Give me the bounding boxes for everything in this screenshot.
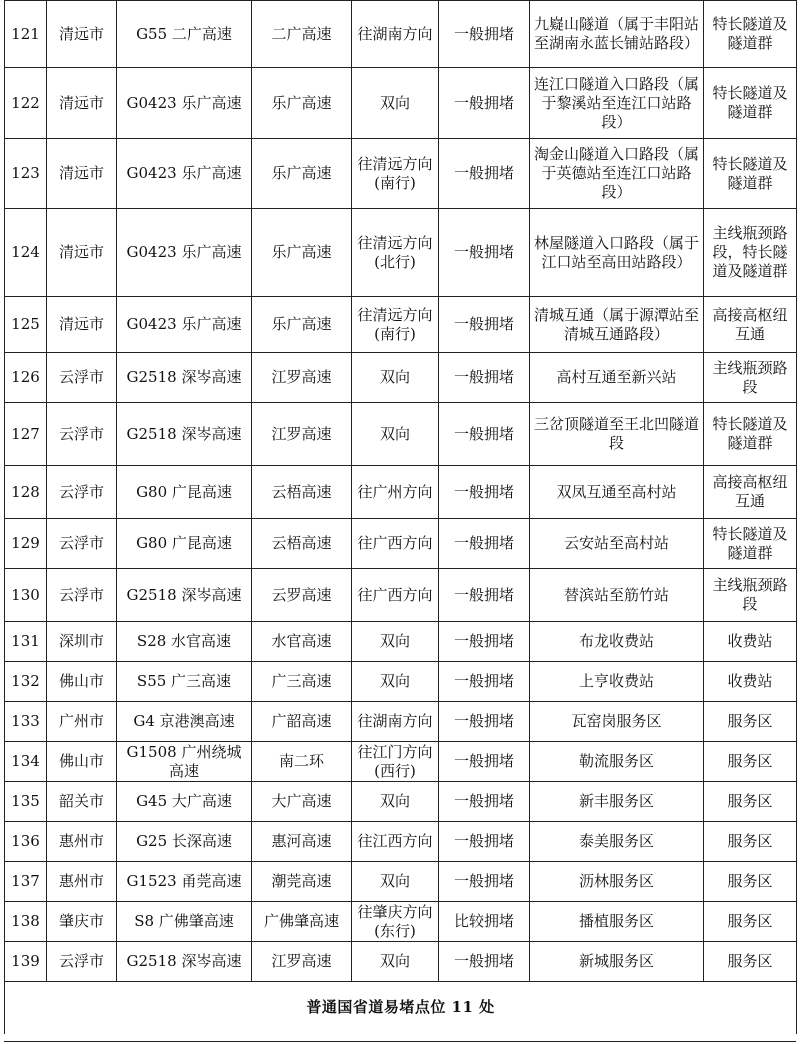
location-cell: 播植服务区 <box>530 902 704 942</box>
direction-cell: 双向 <box>352 353 439 403</box>
row-number: 132 <box>5 662 47 702</box>
road-code-cell: G0423 乐广高速 <box>117 209 252 297</box>
point-type-cell: 主线瓶颈路段 <box>704 353 797 403</box>
road-code-cell: G0423 乐广高速 <box>117 297 252 353</box>
point-type-cell: 高接高枢纽互通 <box>704 466 797 519</box>
road-code-cell: G25 长深高速 <box>117 822 252 862</box>
city-cell: 云浮市 <box>47 942 117 982</box>
row-number: 124 <box>5 209 47 297</box>
location-cell: 清城互通（属于源潭站至清城互通路段） <box>530 297 704 353</box>
city-cell: 韶关市 <box>47 782 117 822</box>
location-cell: 连江口隧道入口路段（属于黎溪站至连江口站路段） <box>530 68 704 139</box>
direction-cell: 双向 <box>352 782 439 822</box>
road-code-cell: G0423 乐广高速 <box>117 68 252 139</box>
point-type-cell: 服务区 <box>704 742 797 782</box>
point-type-cell: 收费站 <box>704 662 797 702</box>
road-code-cell: G1523 甬莞高速 <box>117 862 252 902</box>
congestion-table-sheet <box>4 0 796 1034</box>
road-name-cell: 二广高速 <box>252 1 352 68</box>
row-number: 133 <box>5 702 47 742</box>
table-row <box>5 1 797 68</box>
row-number: 139 <box>5 942 47 982</box>
direction-cell: 往广西方向 <box>352 569 439 622</box>
table-row <box>5 902 797 942</box>
congestion-level-cell: 一般拥堵 <box>439 139 530 209</box>
direction-cell: 双向 <box>352 622 439 662</box>
congestion-level-cell: 一般拥堵 <box>439 209 530 297</box>
table-row <box>5 702 797 742</box>
congestion-level-cell: 一般拥堵 <box>439 519 530 569</box>
congestion-level-cell: 一般拥堵 <box>439 622 530 662</box>
road-code-cell: S28 水官高速 <box>117 622 252 662</box>
point-type-cell: 特长隧道及隧道群 <box>704 403 797 466</box>
direction-cell: 往湖南方向 <box>352 1 439 68</box>
table-row <box>5 139 797 209</box>
table-row <box>5 519 797 569</box>
location-cell: 淘金山隧道入口路段（属于英德站至连江口站路段） <box>530 139 704 209</box>
city-cell: 深圳市 <box>47 622 117 662</box>
road-code-cell: G2518 深岑高速 <box>117 942 252 982</box>
point-type-cell: 收费站 <box>704 622 797 662</box>
direction-cell: 往江门方向(西行) <box>352 742 439 782</box>
city-cell: 清远市 <box>47 1 117 68</box>
table-row <box>5 353 797 403</box>
road-name-cell: 南二环 <box>252 742 352 782</box>
direction-cell: 双向 <box>352 862 439 902</box>
point-type-cell: 特长隧道及隧道群 <box>704 139 797 209</box>
road-name-cell: 惠河高速 <box>252 822 352 862</box>
congestion-level-cell: 一般拥堵 <box>439 353 530 403</box>
location-cell: 三岔顶隧道至王北凹隧道段 <box>530 403 704 466</box>
table-row <box>5 466 797 519</box>
point-type-cell: 服务区 <box>704 702 797 742</box>
city-cell: 云浮市 <box>47 403 117 466</box>
road-name-cell: 云梧高速 <box>252 466 352 519</box>
location-cell: 替滨站至筋竹站 <box>530 569 704 622</box>
row-number: 130 <box>5 569 47 622</box>
city-cell: 云浮市 <box>47 466 117 519</box>
point-type-cell: 服务区 <box>704 782 797 822</box>
row-number: 121 <box>5 1 47 68</box>
point-type-cell: 主线瓶颈路段 <box>704 569 797 622</box>
direction-cell: 双向 <box>352 403 439 466</box>
city-cell: 惠州市 <box>47 862 117 902</box>
road-name-cell: 乐广高速 <box>252 209 352 297</box>
road-name-cell: 江罗高速 <box>252 353 352 403</box>
table-row <box>5 68 797 139</box>
city-cell: 云浮市 <box>47 569 117 622</box>
location-cell: 布龙收费站 <box>530 622 704 662</box>
location-cell: 新城服务区 <box>530 942 704 982</box>
table-row <box>5 403 797 466</box>
location-cell: 上亨收费站 <box>530 662 704 702</box>
road-code-cell: G80 广昆高速 <box>117 466 252 519</box>
road-name-cell: 乐广高速 <box>252 68 352 139</box>
road-code-cell: G2518 深岑高速 <box>117 403 252 466</box>
city-cell: 广州市 <box>47 702 117 742</box>
road-code-cell: G55 二广高速 <box>117 1 252 68</box>
road-name-cell: 江罗高速 <box>252 942 352 982</box>
row-number: 123 <box>5 139 47 209</box>
city-cell: 肇庆市 <box>47 902 117 942</box>
row-number: 122 <box>5 68 47 139</box>
location-cell: 泰美服务区 <box>530 822 704 862</box>
congestion-points-table <box>4 0 797 1034</box>
congestion-level-cell: 一般拥堵 <box>439 569 530 622</box>
point-type-cell: 主线瓶颈路段，特长隧道及隧道群 <box>704 209 797 297</box>
row-number: 126 <box>5 353 47 403</box>
table-row <box>5 822 797 862</box>
row-number: 134 <box>5 742 47 782</box>
congestion-level-cell: 一般拥堵 <box>439 297 530 353</box>
direction-cell: 往清远方向(南行) <box>352 297 439 353</box>
road-name-cell: 广佛肇高速 <box>252 902 352 942</box>
direction-cell: 双向 <box>352 662 439 702</box>
road-name-cell: 潮莞高速 <box>252 862 352 902</box>
direction-cell: 往广西方向 <box>352 519 439 569</box>
road-code-cell: G4 京港澳高速 <box>117 702 252 742</box>
road-name-cell: 江罗高速 <box>252 403 352 466</box>
location-cell: 云安站至高村站 <box>530 519 704 569</box>
road-name-cell: 水官高速 <box>252 622 352 662</box>
road-code-cell: G1508 广州绕城高速 <box>117 742 252 782</box>
table-row <box>5 209 797 297</box>
city-cell: 云浮市 <box>47 519 117 569</box>
congestion-level-cell: 一般拥堵 <box>439 742 530 782</box>
point-type-cell: 服务区 <box>704 902 797 942</box>
congestion-level-cell: 一般拥堵 <box>439 942 530 982</box>
congestion-level-cell: 比较拥堵 <box>439 902 530 942</box>
road-code-cell: S8 广佛肇高速 <box>117 902 252 942</box>
road-name-cell: 广三高速 <box>252 662 352 702</box>
city-cell: 清远市 <box>47 209 117 297</box>
table-row <box>5 622 797 662</box>
city-cell: 佛山市 <box>47 742 117 782</box>
direction-cell: 往广州方向 <box>352 466 439 519</box>
point-type-cell: 服务区 <box>704 862 797 902</box>
road-code-cell: G80 广昆高速 <box>117 519 252 569</box>
city-cell: 清远市 <box>47 297 117 353</box>
congestion-level-cell: 一般拥堵 <box>439 862 530 902</box>
table-row <box>5 297 797 353</box>
direction-cell: 往清远方向(北行) <box>352 209 439 297</box>
row-number: 138 <box>5 902 47 942</box>
road-code-cell: G2518 深岑高速 <box>117 353 252 403</box>
congestion-level-cell: 一般拥堵 <box>439 822 530 862</box>
road-name-cell: 乐广高速 <box>252 139 352 209</box>
direction-cell: 双向 <box>352 68 439 139</box>
direction-cell: 往江西方向 <box>352 822 439 862</box>
section-footer-text: 普通国省道易堵点位 11 处 <box>5 982 797 1034</box>
location-cell: 新丰服务区 <box>530 782 704 822</box>
city-cell: 清远市 <box>47 68 117 139</box>
road-code-cell: S55 广三高速 <box>117 662 252 702</box>
road-name-cell: 乐广高速 <box>252 297 352 353</box>
point-type-cell: 特长隧道及隧道群 <box>704 68 797 139</box>
table-body <box>5 1 797 1034</box>
congestion-level-cell: 一般拥堵 <box>439 662 530 702</box>
road-name-cell: 大广高速 <box>252 782 352 822</box>
location-cell: 双凤互通至高村站 <box>530 466 704 519</box>
table-row <box>5 782 797 822</box>
row-number: 137 <box>5 862 47 902</box>
table-bottom-border <box>4 1041 796 1042</box>
row-number: 128 <box>5 466 47 519</box>
direction-cell: 往清远方向(南行) <box>352 139 439 209</box>
row-number: 136 <box>5 822 47 862</box>
table-row <box>5 942 797 982</box>
row-number: 129 <box>5 519 47 569</box>
point-type-cell: 高接高枢纽互通 <box>704 297 797 353</box>
congestion-level-cell: 一般拥堵 <box>439 403 530 466</box>
section-footer-row <box>5 982 797 1034</box>
road-code-cell: G45 大广高速 <box>117 782 252 822</box>
city-cell: 佛山市 <box>47 662 117 702</box>
road-code-cell: G2518 深岑高速 <box>117 569 252 622</box>
direction-cell: 往肇庆方向(东行) <box>352 902 439 942</box>
congestion-level-cell: 一般拥堵 <box>439 702 530 742</box>
table-row <box>5 742 797 782</box>
table-row <box>5 662 797 702</box>
point-type-cell: 服务区 <box>704 942 797 982</box>
congestion-level-cell: 一般拥堵 <box>439 68 530 139</box>
row-number: 127 <box>5 403 47 466</box>
congestion-level-cell: 一般拥堵 <box>439 466 530 519</box>
road-code-cell: G0423 乐广高速 <box>117 139 252 209</box>
location-cell: 瓦窑岗服务区 <box>530 702 704 742</box>
location-cell: 高村互通至新兴站 <box>530 353 704 403</box>
row-number: 135 <box>5 782 47 822</box>
table-row <box>5 862 797 902</box>
city-cell: 云浮市 <box>47 353 117 403</box>
table-row <box>5 569 797 622</box>
congestion-level-cell: 一般拥堵 <box>439 782 530 822</box>
direction-cell: 双向 <box>352 942 439 982</box>
location-cell: 沥林服务区 <box>530 862 704 902</box>
road-name-cell: 云罗高速 <box>252 569 352 622</box>
point-type-cell: 服务区 <box>704 822 797 862</box>
direction-cell: 往湖南方向 <box>352 702 439 742</box>
row-number: 125 <box>5 297 47 353</box>
row-number: 131 <box>5 622 47 662</box>
road-name-cell: 广韶高速 <box>252 702 352 742</box>
point-type-cell: 特长隧道及隧道群 <box>704 1 797 68</box>
location-cell: 勒流服务区 <box>530 742 704 782</box>
location-cell: 林屋隧道入口路段（属于江口站至高田站路段） <box>530 209 704 297</box>
point-type-cell: 特长隧道及隧道群 <box>704 519 797 569</box>
city-cell: 惠州市 <box>47 822 117 862</box>
road-name-cell: 云梧高速 <box>252 519 352 569</box>
congestion-level-cell: 一般拥堵 <box>439 1 530 68</box>
location-cell: 九嶷山隧道（属于丰阳站至湖南永蓝长铺站路段） <box>530 1 704 68</box>
city-cell: 清远市 <box>47 139 117 209</box>
